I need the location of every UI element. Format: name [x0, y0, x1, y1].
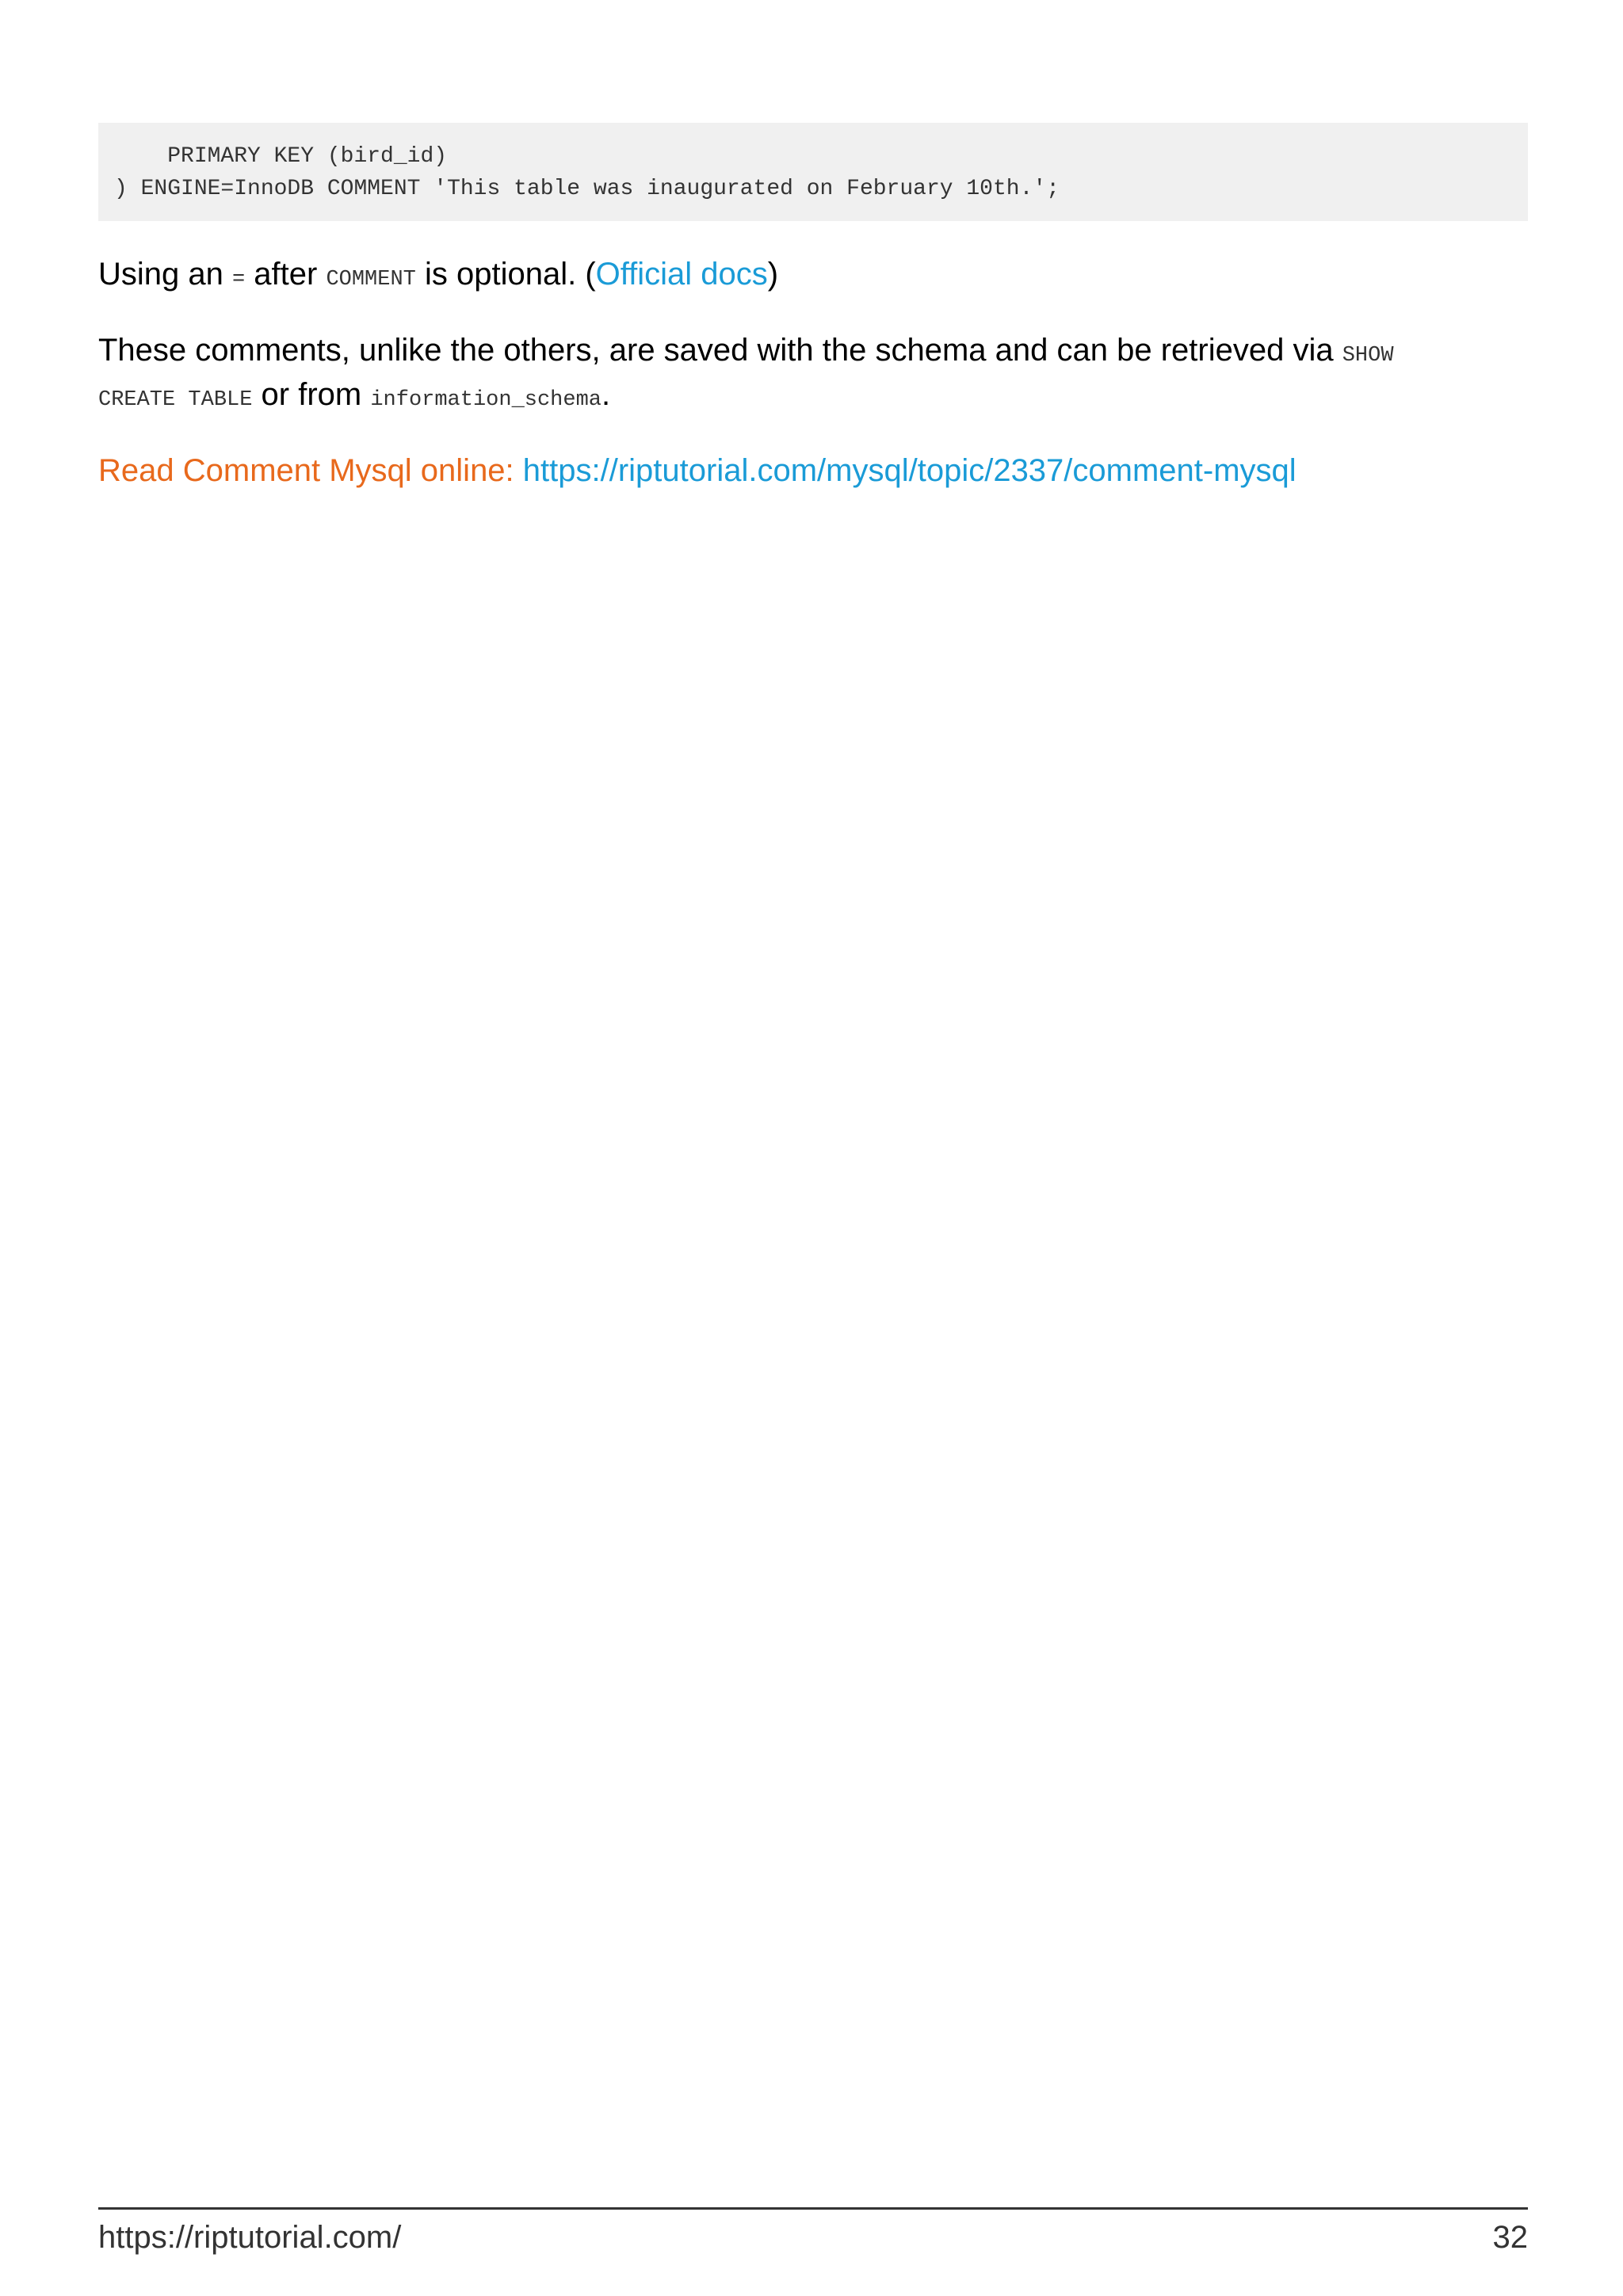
paragraph-optional-equals — [98, 252, 778, 302]
paragraph-schema-comments — [98, 328, 1394, 378]
text: . — [601, 377, 611, 412]
inline-code: COMMENT — [326, 268, 416, 292]
code-line: PRIMARY KEY (bird_id) — [114, 144, 448, 169]
text: ) — [767, 257, 779, 292]
footer-url: https://riptutorial.com/ — [98, 2220, 402, 2255]
inline-code: information_schema — [370, 388, 601, 412]
official-docs-link[interactable]: Official docs — [595, 257, 768, 292]
text: Using an — [98, 257, 232, 292]
inline-code: SHOW — [1342, 344, 1394, 368]
code-block — [98, 123, 1528, 221]
read-online-link[interactable]: https://riptutorial.com/mysql/topic/2337/comment-mysql — [522, 453, 1296, 488]
paragraph-schema-comments-cont — [98, 372, 610, 422]
text: is optional. ( — [415, 257, 596, 292]
footer-divider — [98, 2207, 1528, 2210]
read-online-line — [98, 448, 1296, 493]
read-online-label: Read Comment Mysql online: — [98, 453, 523, 488]
text: after — [245, 257, 327, 292]
text: or from — [252, 377, 371, 412]
inline-code: CREATE TABLE — [98, 388, 253, 412]
text: These comments, unlike the others, are saved with the schema and can be retrieved via — [98, 333, 1342, 368]
code-line: ) ENGINE=InnoDB COMMENT 'This table was inaugurated on February 10th.'; — [114, 177, 1060, 201]
page-number: 32 — [1492, 2220, 1528, 2255]
inline-code: = — [231, 268, 246, 292]
